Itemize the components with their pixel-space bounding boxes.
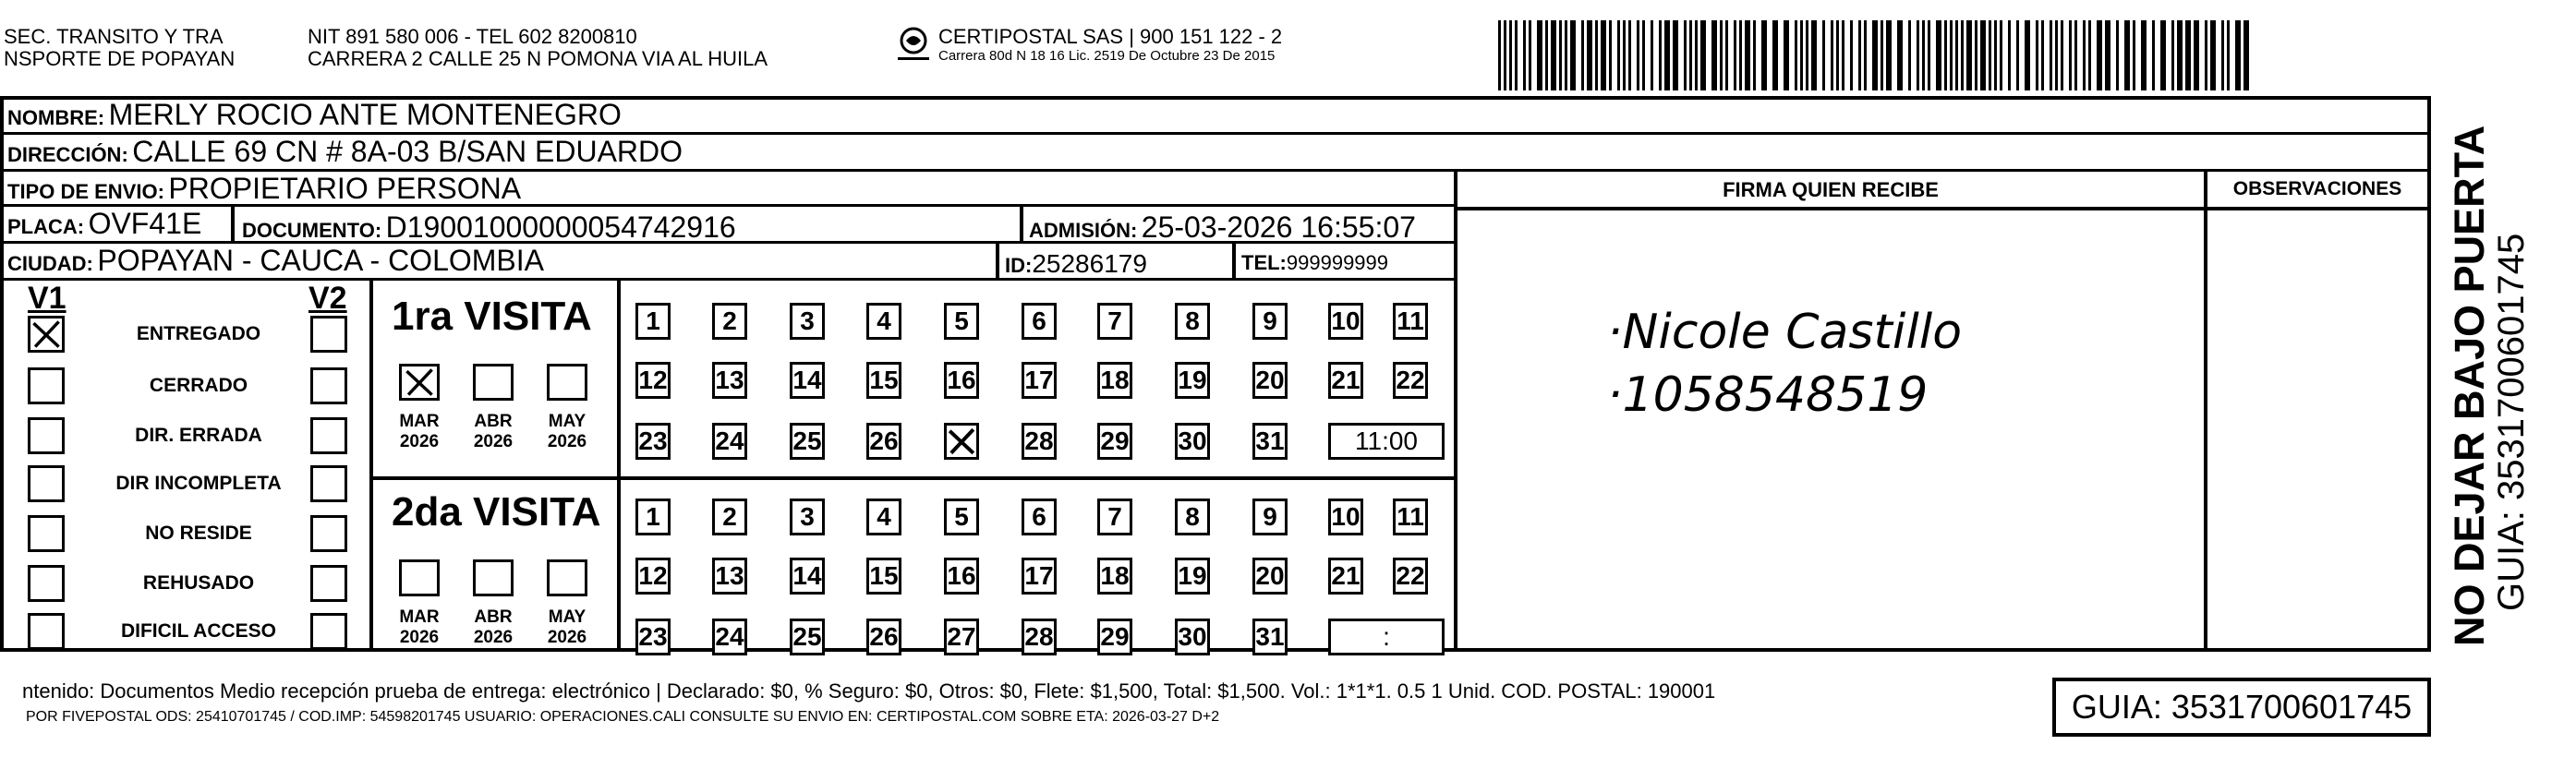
day-box[interactable]: 10 [1328,499,1363,535]
month-label [541,412,593,452]
day-box[interactable]: 23 [635,619,671,655]
day-box[interactable]: 20 [1252,558,1288,595]
month-label [467,412,519,452]
tel-cell [1241,251,1388,275]
document-label: DOCUMENTO: [242,219,382,242]
day-box[interactable]: 25 [790,423,825,460]
day-box[interactable]: 6 [1022,499,1057,535]
footer-por: POR FIVEPOSTAL ODS: 25410701745 / COD.IMP: 54598201745 USUARIO: OPERACIONES.CALI CONSULTE SU ENVIO EN: CERTIPOSTAL.COM SOBRE ETA: 2026-03-27 D+2 [26,709,1220,725]
day-box[interactable]: 14 [790,362,825,399]
type-label: TIPO DE ENVIO: [7,180,164,203]
status-v2-checkbox[interactable] [310,367,347,404]
address-row [2,135,2429,172]
plate-value: OVF41E [88,207,202,240]
day-box[interactable]: 7 [1097,499,1132,535]
courier-info [938,26,1282,65]
day-box[interactable]: 31 [1252,423,1288,460]
divider [1232,244,1236,281]
v1-label: V1 [28,281,67,316]
status-v1-checkbox[interactable] [28,613,65,650]
month-name: ABR [474,607,513,627]
name-label: NOMBRE: [7,106,105,129]
day-box[interactable]: 11 [1393,303,1428,340]
tel-value: 999999999 [1286,251,1389,274]
month-name: MAR [399,607,440,627]
day-box[interactable]: 22 [1393,362,1428,399]
address-label: DIRECCIÓN: [7,143,128,166]
city-label: CIUDAD: [7,252,93,275]
day-box[interactable]: 9 [1252,303,1288,340]
plate-label: PLACA: [7,215,85,238]
day-box[interactable]: 25 [790,619,825,655]
visit-title: 1ra VISITA [392,294,592,339]
status-v2-checkbox[interactable] [310,417,347,454]
sender-contact [308,26,768,70]
sender-address-line: CARRERA 2 CALLE 25 N POMONA VIA AL HUILA [308,47,768,70]
row-divider [1454,207,2431,210]
status-label: DIR INCOMPLETA [115,473,282,494]
day-box[interactable]: 5 [944,499,979,535]
barcode [1498,20,2256,90]
visit-title: 2da VISITA [392,489,601,535]
sender-name [4,26,235,70]
sender-line-2: NSPORTE DE POPAYAN [4,47,236,70]
name-row [2,98,2429,135]
signature-header: FIRMA QUIEN RECIBE [1723,178,1939,201]
day-box[interactable]: 15 [866,558,901,595]
day-box[interactable]: 4 [866,499,901,535]
day-box[interactable]: 24 [712,423,747,460]
month-year: 2026 [473,432,514,451]
type-row [2,172,1456,207]
id-cell [1005,249,1147,279]
city-value: POPAYAN - CAUCA - COLOMBIA [97,244,544,277]
city-row [2,244,1456,281]
day-box[interactable]: 28 [1022,423,1057,460]
status-label: NO RESIDE [145,523,252,544]
day-box[interactable]: 21 [1328,558,1363,595]
status-v2-checkbox[interactable] [310,465,347,502]
month-checkbox[interactable] [547,364,587,401]
sender-line-1: SEC. TRANSITO Y TRA [4,25,224,48]
day-box[interactable]: 11 [1393,499,1428,535]
day-box[interactable]: 16 [944,558,979,595]
status-label: CERRADO [149,375,248,396]
admission-date: 25-03-2026 16:55:07 [1141,210,1416,244]
status-v2-checkbox[interactable] [310,565,347,602]
shipment-type: PROPIETARIO PERSONA [168,172,522,205]
month-year: 2026 [399,628,440,647]
month-label [541,607,593,648]
day-box[interactable]: 3 [790,303,825,340]
day-box[interactable]: 29 [1097,619,1132,655]
month-name: MAY [548,607,587,627]
visit-time-box[interactable]: : [1328,619,1445,655]
id-value: 25286179 [1032,249,1147,278]
day-box[interactable]: 19 [1175,558,1210,595]
day-box[interactable]: 28 [1022,619,1057,655]
day-box[interactable]: 8 [1175,303,1210,340]
day-box[interactable]: 1 [635,303,671,340]
status-label: ENTREGADO [136,323,261,344]
status-v1-checkbox[interactable] [28,565,65,602]
day-box[interactable]: 20 [1252,362,1288,399]
day-box[interactable]: 23 [635,423,671,460]
divider [231,207,235,244]
day-box[interactable]: 17 [1022,558,1057,595]
id-label: ID: [1005,254,1033,277]
day-box[interactable]: 29 [1097,423,1132,460]
month-checkbox[interactable] [473,559,514,596]
status-v2-checkbox[interactable] [310,316,347,353]
day-box[interactable]: 21 [1328,362,1363,399]
recipient-signature-name: ·Nicole Castillo [1607,305,1963,360]
day-box[interactable]: 26 [866,423,901,460]
side-warning: NO DEJAR BAJO PUERTA [2446,125,2493,646]
status-divider [369,281,373,652]
divider [1020,207,1023,244]
day-box[interactable]: 8 [1175,499,1210,535]
month-year: 2026 [547,628,587,647]
day-box[interactable]: 1 [635,499,671,535]
footer-guia-box: GUIA: 3531700601745 [2052,678,2431,737]
side-guia: GUIA: 3531700601745 [2491,233,2532,611]
side-text [2448,126,2531,646]
month-checkbox[interactable] [473,364,514,401]
day-box[interactable]: 19 [1175,362,1210,399]
status-v1-checkbox[interactable] [28,367,65,404]
status-v1-checkbox[interactable] [28,316,65,353]
column-divider [1454,172,1457,652]
month-year: 2026 [399,432,440,451]
day-box[interactable]: 13 [712,362,747,399]
courier-line-2: Carrera 80d N 18 16 Lic. 2519 De Octubre 23 De 2015 [938,48,1276,64]
day-box[interactable]: 6 [1022,303,1057,340]
status-label: REHUSADO [142,572,255,594]
month-checkbox[interactable] [547,559,587,596]
admission-cell [1029,210,1416,245]
visit-time-box[interactable]: 11:00 [1328,423,1445,460]
document-cell [242,210,736,245]
day-box[interactable]: 2 [712,499,747,535]
day-box[interactable]: 12 [635,362,671,399]
day-box[interactable]: 27 [944,619,979,655]
month-year: 2026 [473,628,514,647]
status-v1-checkbox[interactable] [28,417,65,454]
divider [996,244,999,281]
day-box[interactable]: 14 [790,558,825,595]
tel-label: TEL: [1241,251,1287,274]
month-name: ABR [474,412,513,431]
day-box[interactable]: 15 [866,362,901,399]
day-box[interactable]: 7 [1097,303,1132,340]
admission-label: ADMISIÓN: [1029,219,1138,242]
day-box[interactable]: 10 [1328,303,1363,340]
day-box[interactable]: 12 [635,558,671,595]
month-checkbox[interactable] [399,364,440,401]
day-box[interactable]: 26 [866,619,901,655]
day-box[interactable]: 18 [1097,558,1132,595]
day-box[interactable]: 22 [1393,558,1428,595]
visit-separator [369,476,1454,480]
month-label [393,412,445,452]
day-box[interactable]: 31 [1252,619,1288,655]
day-box[interactable]: 5 [944,303,979,340]
status-label: DIR. ERRADA [135,425,262,446]
courier-logo [894,26,933,65]
status-v1-checkbox[interactable] [28,515,65,552]
column-divider [2204,172,2207,652]
recipient-signature-id: ·1058548519 [1607,367,1929,423]
status-v1-checkbox[interactable] [28,465,65,502]
month-label [467,607,519,648]
day-box[interactable]: 2 [712,303,747,340]
status-v2-checkbox[interactable] [310,515,347,552]
month-label [393,607,445,648]
day-box[interactable]: 30 [1175,619,1210,655]
footer-content: ntenido: Documentos Medio recepción prueba de entrega: electrónico | Declarado: $0, % Seguro: $0, Otros: $0, Flete: $1,500, Total: $1,500. Vol.: 1*1*1. 0.5 1 Unid. COD. POSTAL: 190001 [22,679,1716,703]
month-name: MAR [399,412,440,431]
day-box[interactable]: 17 [1022,362,1057,399]
courier-line-1: CERTIPOSTAL SAS | 900 151 122 - 2 [938,25,1283,48]
status-v2-checkbox[interactable] [310,613,347,650]
day-box[interactable]: 4 [866,303,901,340]
document-value: D19001000000054742916 [385,210,736,244]
day-box[interactable]: 13 [712,558,747,595]
v2-label: V2 [308,281,347,316]
day-box[interactable] [944,423,979,460]
month-checkbox[interactable] [399,559,440,596]
day-box[interactable]: 30 [1175,423,1210,460]
recipient-address: CALLE 69 CN # 8A-03 B/SAN EDUARDO [132,135,683,168]
day-box[interactable]: 3 [790,499,825,535]
observations-header: OBSERVACIONES [2232,178,2402,199]
recipient-name: MERLY ROCIO ANTE MONTENEGRO [108,98,622,131]
nit-line: NIT 891 580 006 - TEL 602 8200810 [308,25,637,48]
status-label: DIFICIL ACCESO [120,620,276,642]
day-box[interactable]: 16 [944,362,979,399]
day-box[interactable]: 24 [712,619,747,655]
day-box[interactable]: 18 [1097,362,1132,399]
visit-divider [617,281,621,652]
month-name: MAY [548,412,587,431]
day-box[interactable]: 9 [1252,499,1288,535]
month-year: 2026 [547,432,587,451]
